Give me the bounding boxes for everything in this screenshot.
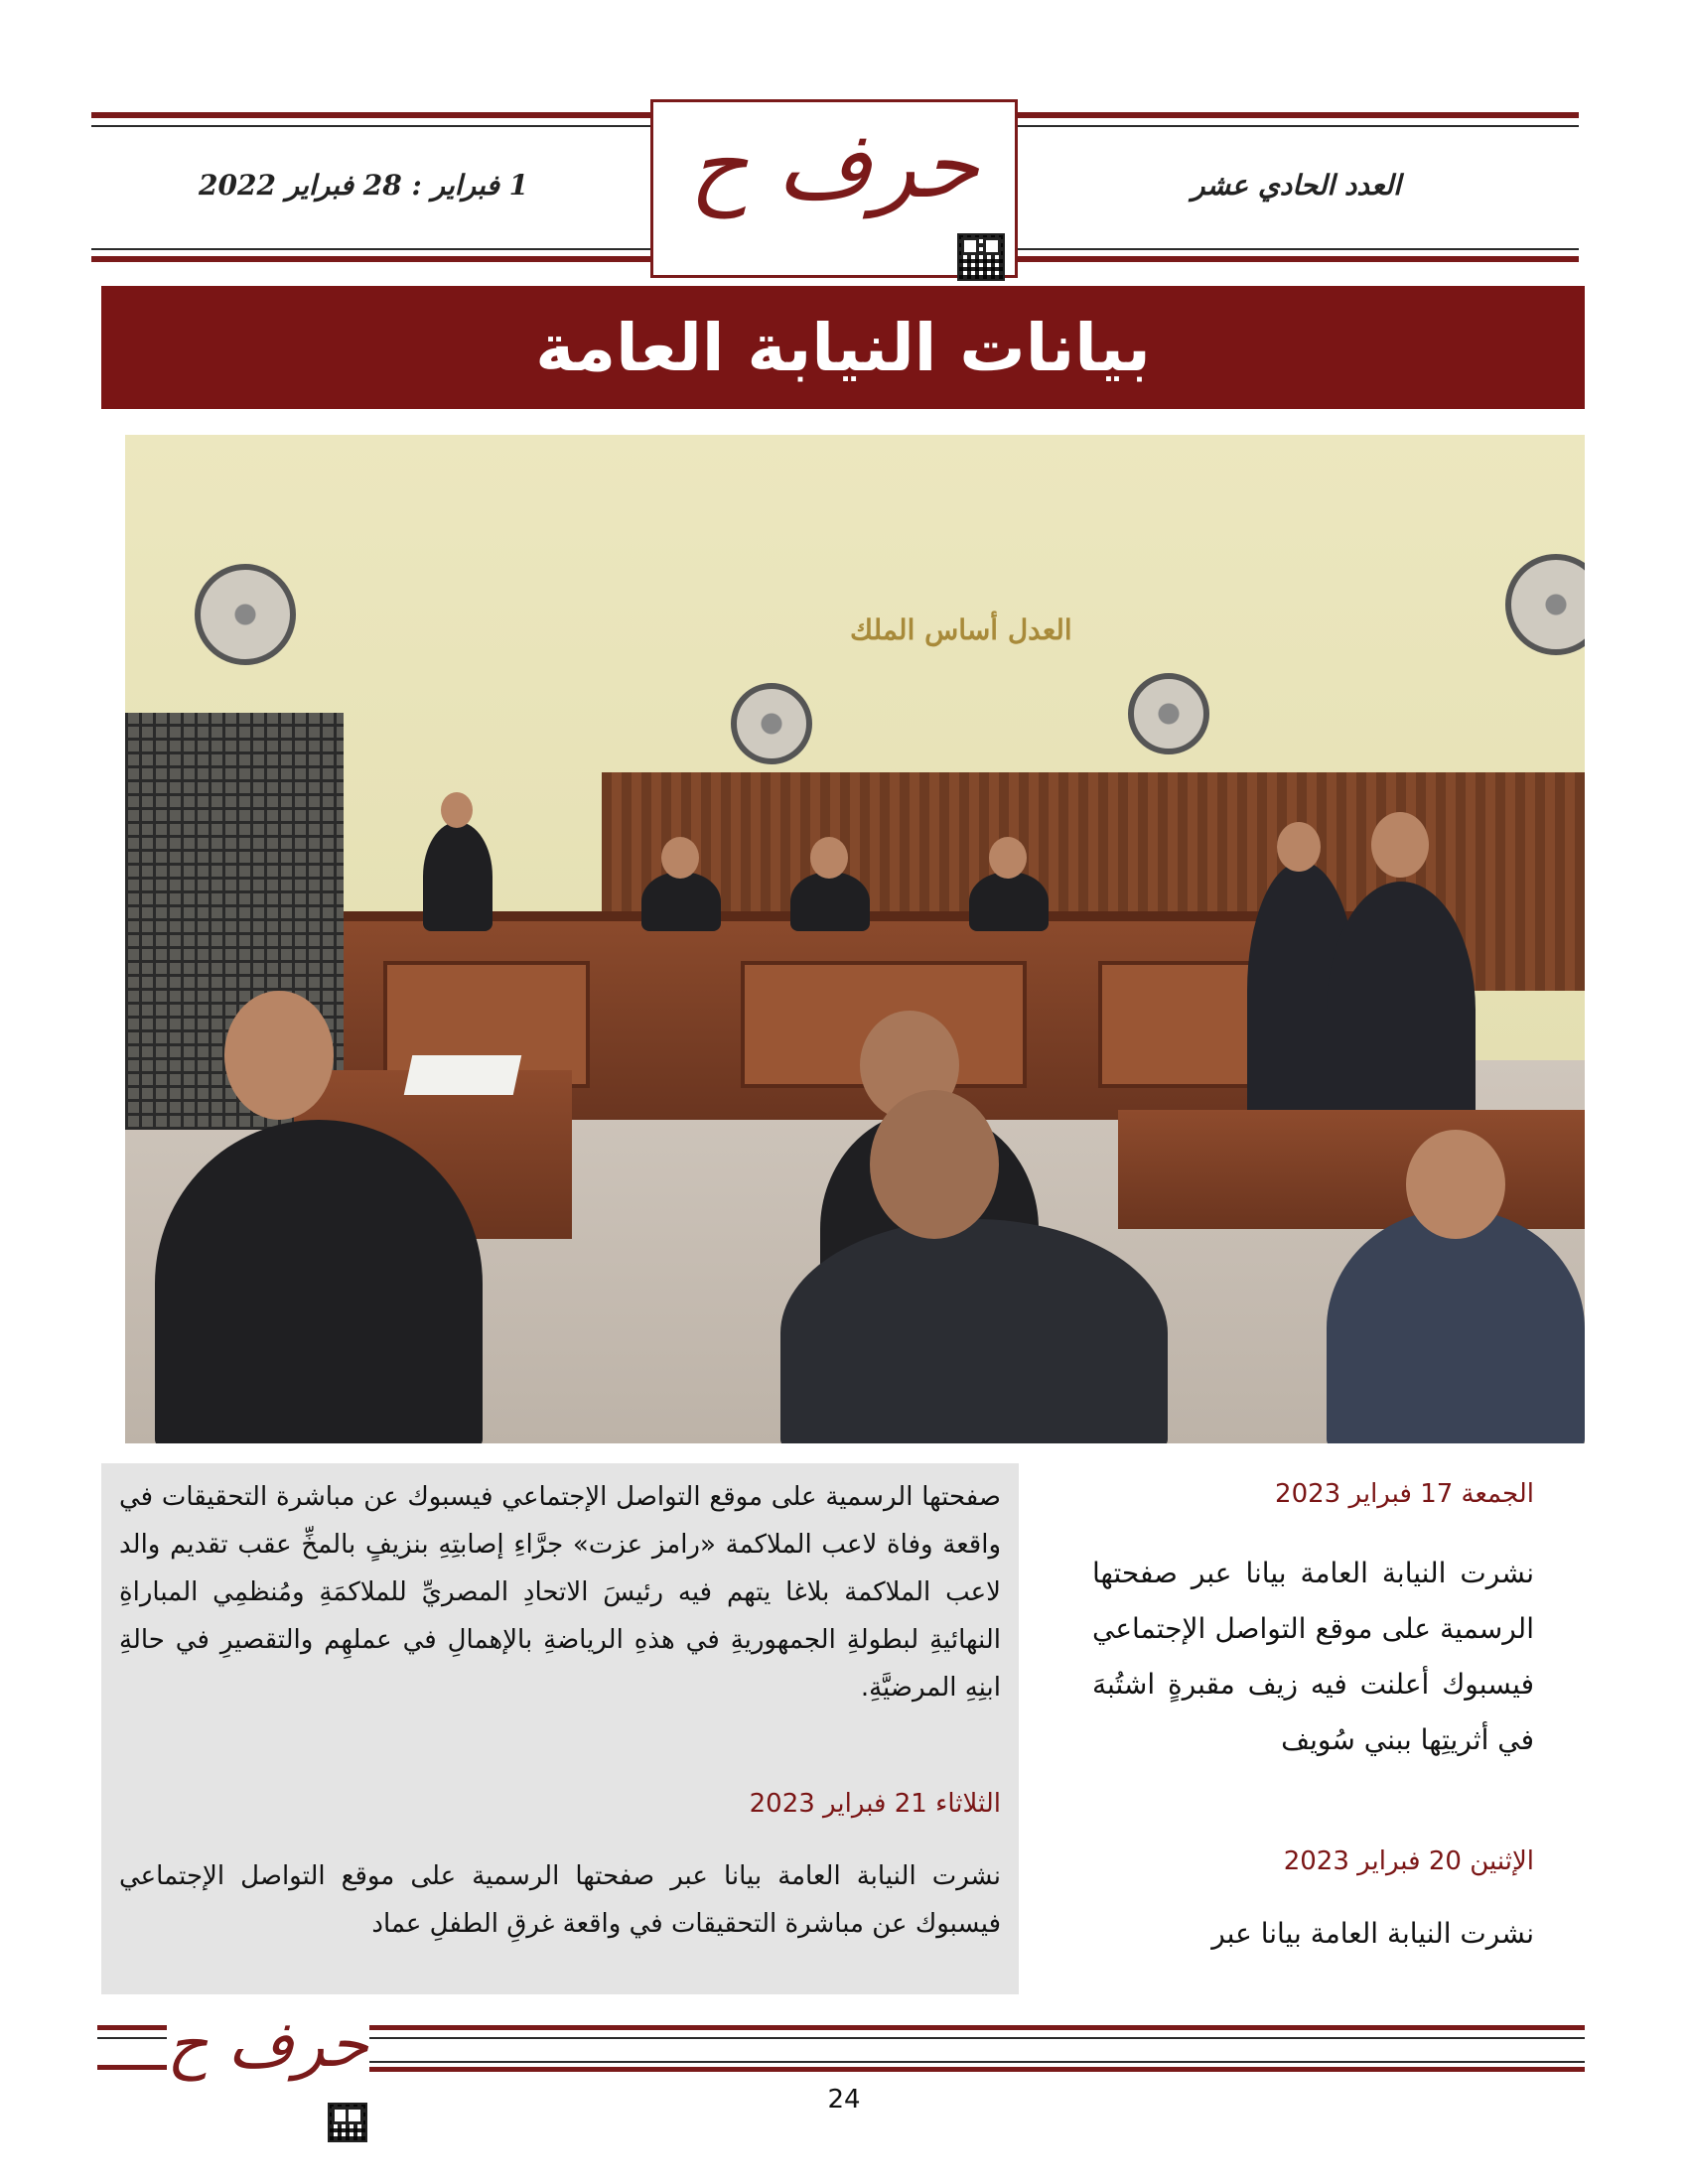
page-number: 24 <box>827 2085 861 2115</box>
logo-text: حرف ح <box>689 112 979 218</box>
section-title: بيانات النيابة العامة <box>535 309 1151 386</box>
footer-rule-left-thin <box>97 2037 167 2039</box>
article-grey-box <box>101 1463 1019 1994</box>
officer-head <box>1277 822 1321 872</box>
section-banner <box>101 286 1585 409</box>
issue-date-range: 1 فبراير : 28 فبراير 2022 <box>199 169 529 202</box>
lawyer-desk <box>1118 1110 1585 1229</box>
papers <box>404 1055 522 1095</box>
header-logo <box>650 99 1018 278</box>
photo-inscription: العدل أساس الملك <box>850 614 1072 646</box>
qr-code-icon <box>957 233 1005 281</box>
audience-figure <box>1327 1209 1585 1443</box>
audience-figure <box>155 1120 483 1443</box>
prosecutor-head <box>441 792 473 828</box>
left-date-heading: الثلاثاء 21 فبراير 2023 <box>749 1789 1001 1819</box>
judge-head <box>989 837 1027 879</box>
header-rule-top-right <box>1018 112 1579 118</box>
header-rule-bottom-right <box>1018 256 1579 262</box>
header-rule-bottom-right-thin <box>1018 248 1579 250</box>
audience-figure <box>780 1219 1168 1443</box>
header-rule-top-left-thin <box>91 125 650 127</box>
footer-rule-right-thin-2 <box>369 2061 1585 2063</box>
header-rule-top-right-thin <box>1018 125 1579 127</box>
right-date-heading-2: الإثنين 20 فبراير 2023 <box>1283 1846 1534 1876</box>
header-rule-bottom-left <box>91 256 650 262</box>
judge-figure <box>641 872 721 931</box>
footer-rule-right <box>369 2025 1585 2030</box>
left-paragraph-2: نشرت النيابة العامة بيانا عبر صفحتها الرسمية على موقع التواصل الإجتماعي فيسبوك عن مباشرة التحقيقات في واقعة غرقِ الطفلِ عماد <box>119 1861 1001 1939</box>
judge-head <box>810 837 848 879</box>
officer-figure <box>1327 882 1476 1140</box>
courtroom-photo <box>125 435 1585 1443</box>
audience-head <box>870 1090 999 1239</box>
officer-head <box>1371 812 1429 878</box>
wall-fan-icon <box>731 683 812 764</box>
audience-head <box>224 991 334 1120</box>
judge-head <box>661 837 699 879</box>
prosecutor-figure <box>423 822 492 931</box>
right-paragraph-1: نشرت النيابة العامة بيانا عبر صفحتها الرسمية على موقع التواصل الإجتماعي فيسبوك أعلنت فيه زيف مقبرةٍ اشتُبهَ في أثريتِها ببني سُويف <box>1092 1557 1534 1756</box>
right-date-heading-1: الجمعة 17 فبراير 2023 <box>1275 1479 1534 1509</box>
footer-rule-left-2 <box>97 2065 167 2070</box>
judge-figure <box>969 872 1049 931</box>
wall-fan-icon <box>195 564 296 665</box>
footer-logo-text: حرف ح <box>167 2008 368 2082</box>
wall-fan-icon <box>1128 673 1209 754</box>
audience-head <box>1406 1130 1505 1239</box>
footer-rule-right-2 <box>369 2067 1585 2072</box>
footer-rule-right-thin <box>369 2037 1585 2039</box>
header-rule-bottom-left-thin <box>91 248 650 250</box>
judge-figure <box>790 872 870 931</box>
right-paragraph-2: نشرت النيابة العامة بيانا عبر <box>1211 1917 1534 1950</box>
footer-rule-left <box>97 2025 167 2030</box>
issue-number: العدد الحادي عشر <box>1192 169 1401 202</box>
header-rule-top-left <box>91 112 650 118</box>
left-paragraph-1: صفحتها الرسمية على موقع التواصل الإجتماعي فيسبوك عن مباشرة التحقيقات في واقعة وفاة لاعب الملاكمة «رامز عزت» جرَّاءِ إصابتِهِ بنزيفٍ بالمخِّ عقب تقديم والد لاعب الملاكمة بلاغا يتهم فيه رئيسَ الاتحادِ المصريِّ للملاكمَةِ ومُنظمِي المباراةِ النهائيةِ لبطولةِ الجمهوريةِ في هذهِ الرياضةِ بالإهمالِ في عملهِم والتقصيرِ في حالةِ ابنِهِ المرضيَّةِ. <box>119 1482 1001 1703</box>
